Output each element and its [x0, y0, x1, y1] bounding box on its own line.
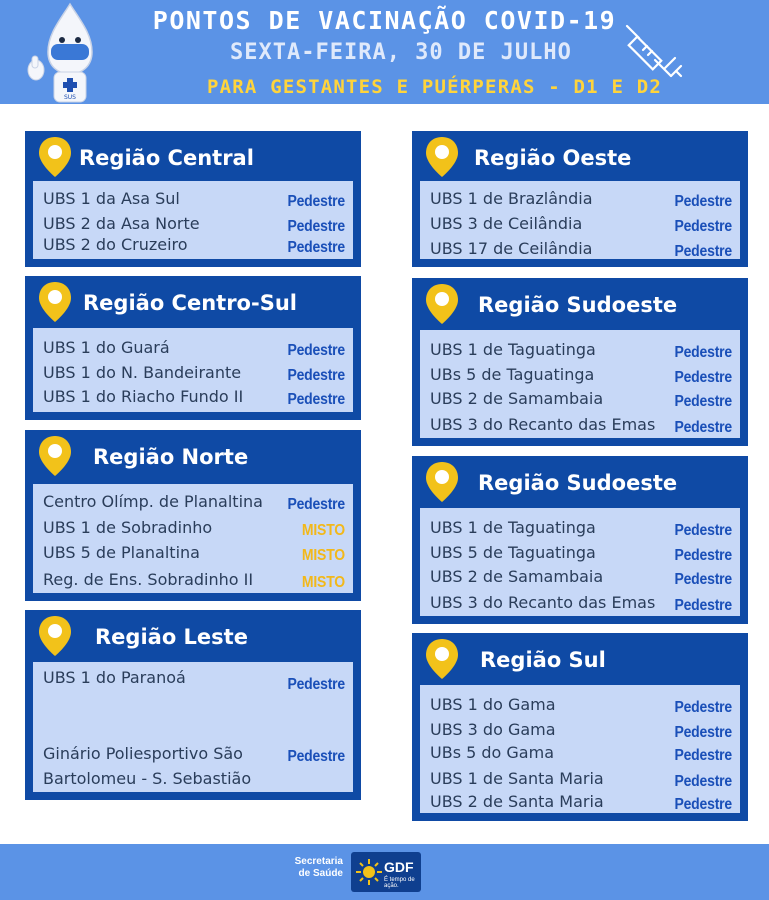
site-row — [420, 387, 740, 412]
access-type-pedestre: Pedestre — [674, 745, 732, 764]
region-title: Região Sudoeste — [478, 471, 678, 495]
location-pin-icon — [424, 282, 460, 326]
site-list — [420, 508, 740, 616]
site-name: Centro Olímp. de Planaltina — [43, 492, 263, 511]
region-card — [25, 610, 361, 800]
site-name: UBS 2 de Samambaia — [430, 567, 604, 586]
site-row — [420, 741, 740, 766]
site-row — [420, 565, 740, 590]
access-type-pedestre: Pedestre — [287, 216, 345, 235]
gdf-logo-text: GDF — [384, 859, 414, 875]
access-type-pedestre: Pedestre — [287, 494, 345, 513]
gdf-logo — [351, 852, 421, 892]
site-name: UBS 1 da Asa Sul — [43, 189, 180, 208]
region-card — [25, 131, 361, 267]
site-list — [33, 484, 353, 593]
access-type-pedestre: Pedestre — [674, 697, 732, 716]
access-type-pedestre: Pedestre — [674, 722, 732, 741]
access-type-pedestre: Pedestre — [674, 595, 732, 614]
site-row — [420, 516, 740, 541]
page-title: PONTOS DE VACINAÇÃO COVID-19 — [152, 6, 617, 35]
site-name: UBS 1 de Sobradinho — [43, 518, 213, 537]
page-subtitle: PARA GESTANTES E PUÉRPERAS - D1 E D2 — [207, 76, 663, 98]
site-name: UBS 1 do N. Bandeirante — [43, 363, 242, 382]
site-row — [420, 591, 740, 616]
access-type-pedestre: Pedestre — [674, 391, 732, 410]
site-name: UBS 17 de Ceilândia — [430, 239, 593, 258]
site-row — [33, 361, 353, 386]
mascot-badge: SUS — [63, 94, 77, 101]
region-title: Região Central — [79, 146, 254, 170]
region-card-header — [412, 278, 748, 328]
access-type-pedestre: Pedestre — [674, 216, 732, 235]
location-pin-icon — [37, 614, 73, 658]
region-title: Região Centro-Sul — [83, 291, 297, 315]
region-card — [412, 633, 748, 821]
access-type-pedestre: Pedestre — [287, 340, 345, 359]
access-type-pedestre: Pedestre — [287, 389, 345, 408]
region-card-header — [412, 456, 748, 506]
region-card — [412, 456, 748, 624]
site-row — [420, 718, 740, 743]
gdf-tagline: É tempo de ação. — [384, 877, 415, 889]
access-type-pedestre: Pedestre — [674, 367, 732, 386]
location-pin-icon — [37, 434, 73, 478]
access-type-pedestre: Pedestre — [287, 746, 345, 765]
access-type-pedestre: Pedestre — [674, 520, 732, 539]
site-name: UBs 5 de Taguatinga — [430, 365, 595, 384]
site-name: UBS 1 de Santa Maria — [430, 769, 604, 788]
site-row — [33, 516, 353, 541]
sun-logo-icon — [355, 858, 383, 886]
access-type-pedestre: Pedestre — [287, 365, 345, 384]
location-pin-icon — [37, 135, 73, 179]
access-type-pedestre: Pedestre — [674, 191, 732, 210]
region-card — [412, 278, 748, 446]
site-list — [33, 181, 353, 259]
footer-banner — [0, 844, 769, 900]
site-name: UBS 1 de Brazlândia — [430, 189, 593, 208]
access-type-pedestre: Pedestre — [674, 569, 732, 588]
site-row — [420, 187, 740, 212]
site-row — [33, 767, 353, 792]
region-title: Região Oeste — [474, 146, 632, 170]
region-title: Região Norte — [93, 445, 249, 469]
site-row — [420, 693, 740, 718]
region-title: Região Leste — [95, 625, 248, 649]
page-date: SEXTA-FEIRA, 30 DE JULHO — [230, 40, 572, 65]
site-row — [33, 541, 353, 566]
region-card-header — [412, 131, 748, 181]
site-row — [420, 541, 740, 566]
access-type-pedestre: Pedestre — [674, 241, 732, 260]
site-row — [420, 413, 740, 438]
access-type-pedestre: Pedestre — [287, 674, 345, 693]
location-pin-icon — [424, 460, 460, 504]
region-card-header — [25, 131, 361, 181]
site-row — [420, 212, 740, 237]
site-list — [420, 181, 740, 259]
site-name: UBS 2 do Cruzeiro — [43, 235, 188, 254]
access-type-pedestre: Pedestre — [674, 794, 732, 813]
site-row — [33, 742, 353, 767]
location-pin-icon — [37, 280, 73, 324]
access-type-pedestre: Pedestre — [287, 191, 345, 210]
access-type-misto: MISTO — [301, 520, 345, 539]
access-type-misto: MISTO — [301, 572, 345, 591]
site-name: UBS 1 do Riacho Fundo II — [43, 387, 244, 406]
access-type-pedestre: Pedestre — [674, 545, 732, 564]
site-name: UBS 1 do Guará — [43, 338, 170, 357]
site-name: UBS 5 de Planaltina — [43, 543, 200, 562]
site-name: UBS 2 de Samambaia — [430, 389, 604, 408]
region-title: Região Sudoeste — [478, 293, 678, 317]
site-row — [33, 385, 353, 410]
region-card — [412, 131, 748, 267]
access-type-pedestre: Pedestre — [674, 342, 732, 361]
site-row — [33, 490, 353, 515]
region-card — [25, 276, 361, 420]
region-card-header — [25, 276, 361, 326]
site-name: UBS 3 de Ceilândia — [430, 214, 583, 233]
location-pin-icon — [424, 135, 460, 179]
access-type-pedestre: Pedestre — [287, 237, 345, 256]
site-row — [420, 338, 740, 363]
access-type-misto: MISTO — [301, 545, 345, 564]
site-name: UBS 1 de Taguatinga — [430, 340, 596, 359]
site-name: UBS 5 de Taguatinga — [430, 543, 596, 562]
access-type-pedestre: Pedestre — [674, 417, 732, 436]
site-row — [420, 363, 740, 388]
site-row — [33, 233, 353, 258]
site-name: UBS 2 da Asa Norte — [43, 214, 200, 233]
site-list — [420, 685, 740, 813]
region-card-header — [25, 610, 361, 660]
region-card-header — [412, 633, 748, 683]
site-name: UBS 3 do Recanto das Emas — [430, 415, 656, 434]
region-card — [25, 430, 361, 601]
site-list — [33, 328, 353, 412]
site-name: Ginário Poliesportivo São — [43, 744, 243, 763]
site-row — [33, 336, 353, 361]
site-name: Bartolomeu - S. Sebastião — [43, 769, 252, 788]
syringe-icon — [625, 24, 683, 86]
site-row — [420, 790, 740, 815]
access-type-pedestre: Pedestre — [674, 771, 732, 790]
site-list — [420, 330, 740, 438]
site-name: UBS 1 de Taguatinga — [430, 518, 596, 537]
site-name: UBs 5 do Gama — [430, 743, 554, 762]
header-banner — [0, 0, 769, 104]
site-name: UBS 3 do Recanto das Emas — [430, 593, 656, 612]
secretaria-logo-text: Secretaria de Saúde — [294, 856, 343, 879]
location-pin-icon — [424, 637, 460, 681]
site-row — [33, 568, 353, 593]
site-row — [420, 767, 740, 792]
region-card-header — [25, 430, 361, 480]
region-title: Região Sul — [480, 648, 606, 672]
site-name: UBS 2 de Santa Maria — [430, 792, 604, 811]
site-name: UBS 1 do Paranoá — [43, 668, 186, 687]
site-name: UBS 3 do Gama — [430, 720, 556, 739]
site-row — [420, 237, 740, 262]
site-row — [33, 187, 353, 212]
site-name: Reg. de Ens. Sobradinho II — [43, 570, 254, 589]
site-name: UBS 1 do Gama — [430, 695, 556, 714]
site-list — [33, 662, 353, 792]
site-row — [33, 666, 353, 691]
